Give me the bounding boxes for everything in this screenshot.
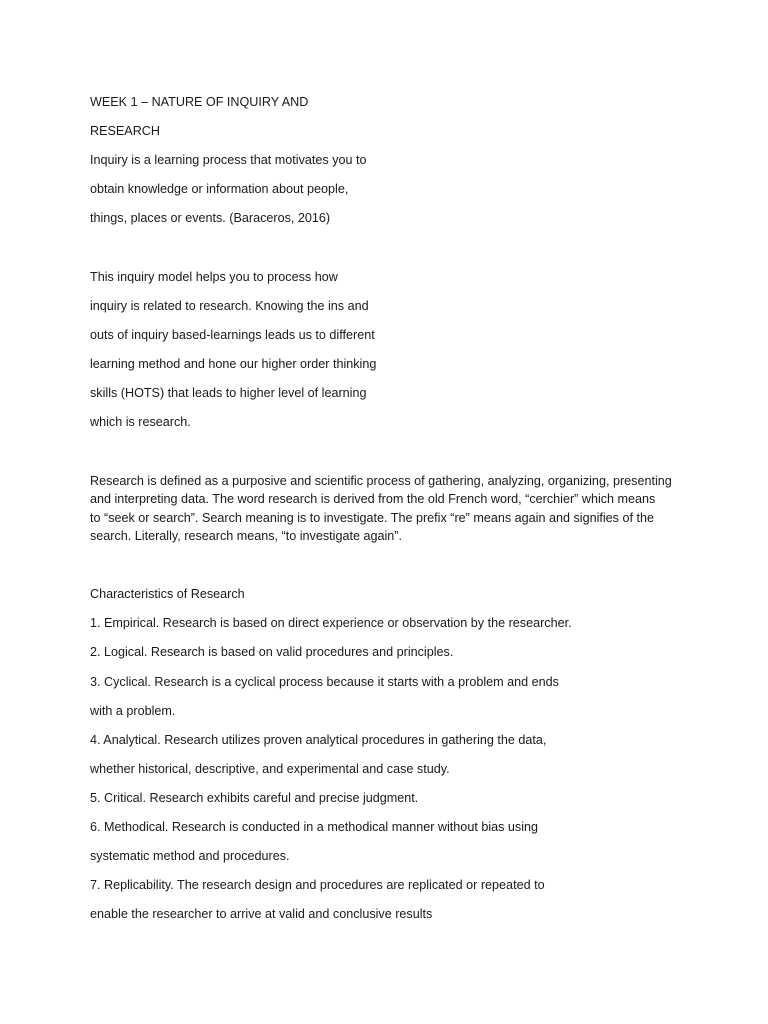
- inquiry-definition-line: things, places or events. (Baraceros, 2016): [90, 211, 331, 225]
- characteristic-item: 2. Logical. Research is based on valid procedures and principles.: [90, 645, 454, 659]
- characteristic-item-continued: systematic method and procedures.: [90, 849, 290, 863]
- characteristic-item: 7. Replicability. The research design and procedures are replicated or repeated to: [90, 878, 545, 892]
- inquiry-model-line: learning method and hone our higher order thinking: [90, 357, 377, 371]
- characteristic-item-continued: whether historical, descriptive, and experimental and case study.: [90, 762, 450, 776]
- characteristics-heading: Characteristics of Research: [90, 587, 245, 601]
- inquiry-model-line: This inquiry model helps you to process how: [90, 270, 338, 284]
- research-definition-line: search. Literally, research means, “to investigate again”.: [90, 529, 402, 543]
- inquiry-model-line: inquiry is related to research. Knowing the ins and: [90, 299, 369, 313]
- characteristic-item: 5. Critical. Research exhibits careful and precise judgment.: [90, 791, 419, 805]
- document-title: WEEK 1 – NATURE OF INQUIRY AND: [90, 95, 309, 109]
- research-definition-line: to “seek or search”. Search meaning is to investigate. The prefix “re” means again and signifies of the: [90, 511, 654, 525]
- characteristic-item-continued: enable the researcher to arrive at valid and conclusive results: [90, 907, 433, 921]
- inquiry-definition-line: Inquiry is a learning process that motivates you to: [90, 153, 367, 167]
- research-definition-line: and interpreting data. The word research is derived from the old French word, “cerchier” which means: [90, 492, 656, 506]
- characteristic-item: 6. Methodical. Research is conducted in a methodical manner without bias using: [90, 820, 539, 834]
- inquiry-model-line: skills (HOTS) that leads to higher level of learning: [90, 386, 367, 400]
- characteristic-item: 1. Empirical. Research is based on direct experience or observation by the researcher.: [90, 616, 572, 630]
- characteristic-item: 3. Cyclical. Research is a cyclical process because it starts with a problem and ends: [90, 675, 559, 689]
- characteristic-item-continued: with a problem.: [90, 704, 176, 718]
- characteristic-item: 4. Analytical. Research utilizes proven analytical procedures in gathering the data,: [90, 733, 547, 747]
- inquiry-model-line: which is research.: [90, 415, 191, 429]
- research-definition-line: Research is defined as a purposive and scientific process of gathering, analyzing, organizing, presenting: [90, 474, 672, 488]
- document-title-continued: RESEARCH: [90, 124, 160, 138]
- inquiry-definition-line: obtain knowledge or information about people,: [90, 182, 349, 196]
- inquiry-model-line: outs of inquiry based-learnings leads us to different: [90, 328, 375, 342]
